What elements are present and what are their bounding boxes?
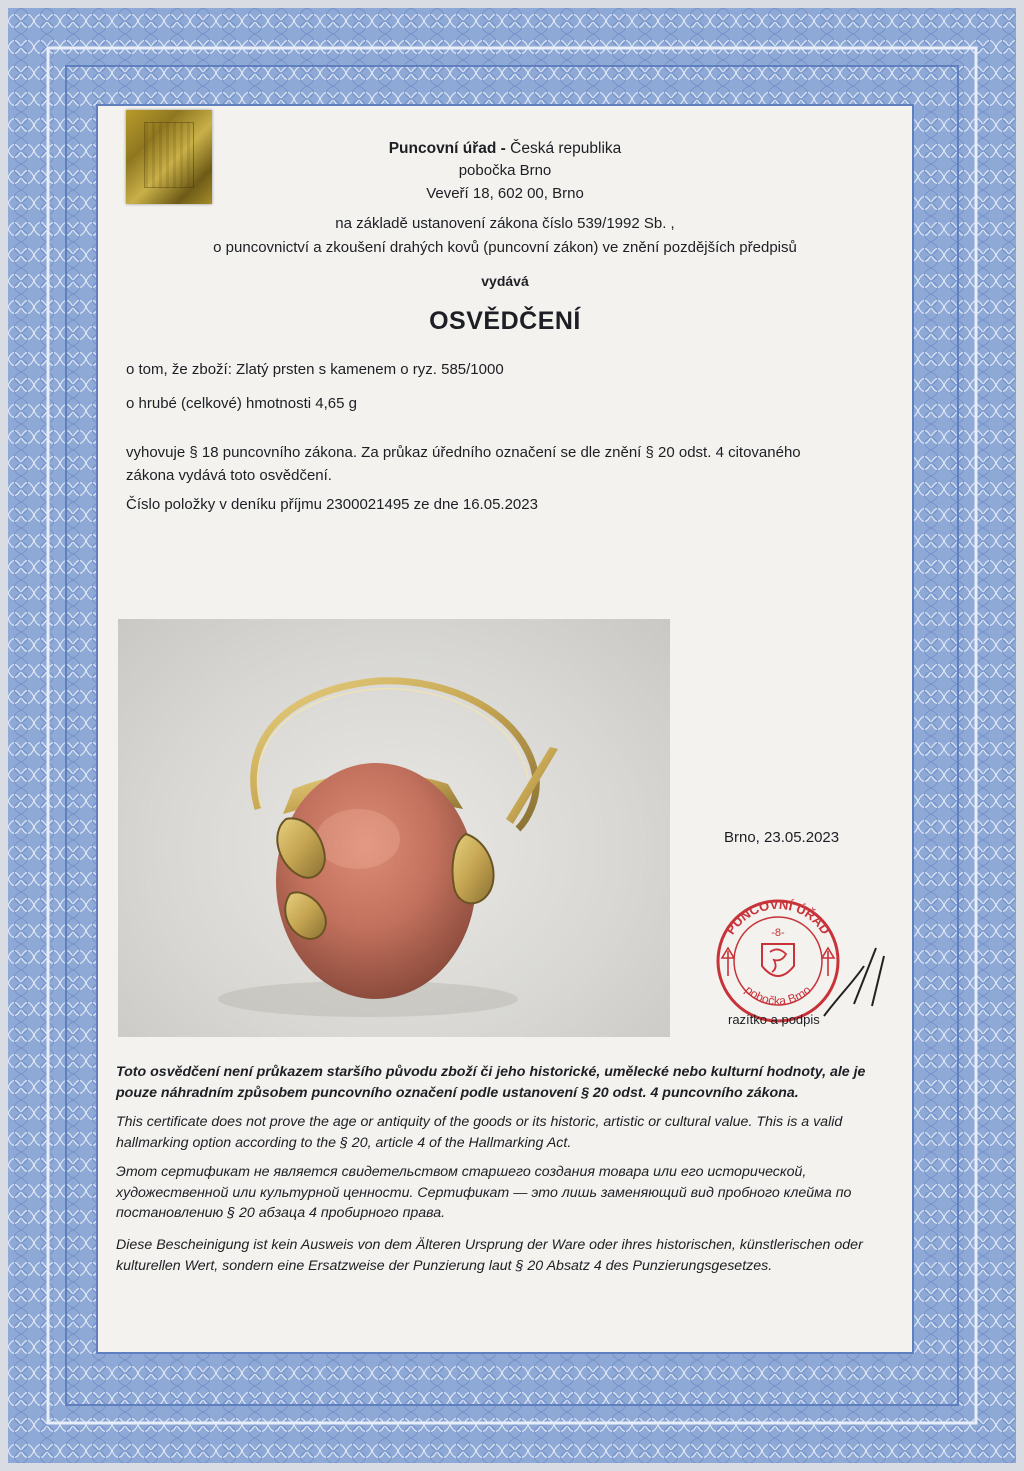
ring-photo bbox=[118, 619, 670, 1037]
note-english: This certificate does not prove the age or antiquity of the goods or its historic, artistic or cultural value. This is a valid hallmarking option according to the § 20, article 4 of the Hallmarking Act. bbox=[116, 1114, 843, 1151]
note-russian: Этот сертификат не является свидетельством старшего создания товара или его исторической, художественной или культурной ценности. Сертификат — это лишь заменяющий вид пробного клейма по постановлению § 20 абзаца 4 пробирного права. bbox=[116, 1164, 852, 1221]
note-czech: Toto osvědčení není průkazem staršího původu zboží či jeho historické, umělecké nebo kulturní hodnoty, ale je pouze náhradním způsobem puncovního označení podle ustanovení § 20 odst. 4 puncovního zákona. bbox=[116, 1064, 866, 1101]
goods-description: o tom, že zboží: Zlatý prsten s kamenem o ryz. 585/1000 bbox=[126, 361, 504, 378]
hallmark-right-icon bbox=[822, 948, 834, 976]
lion-icon bbox=[770, 949, 786, 972]
record-number: Číslo položky v deníku příjmu 2300021495 ze dne 16.05.2023 bbox=[126, 496, 538, 513]
issuer-address: Veveří 18, 602 00, Brno bbox=[426, 185, 584, 202]
office-stamp bbox=[704, 896, 894, 1031]
stamp-top-text: PUNCOVNÍ ÚŘAD bbox=[722, 896, 834, 938]
ring-image bbox=[118, 619, 670, 1037]
stamp-number: -8- bbox=[771, 927, 785, 939]
goods-weight: o hrubé (celkové) hmotnosti 4,65 g bbox=[126, 395, 357, 412]
hallmark-left-icon bbox=[722, 948, 734, 976]
compliance-statement: vyhovuje § 18 puncovního zákona. Za průkaz úředního označení se dle znění § 20 odst. 4 citovaného zákona vydává toto osvědčení. bbox=[126, 444, 801, 484]
certificate-title: OSVĚDČENÍ bbox=[429, 307, 581, 335]
issues-label: vydává bbox=[481, 273, 529, 289]
note-german: Diese Bescheinigung ist kein Ausweis von dem Älteren Ursprung der Ware oder ihres historischen, künstlerischen oder kulturellen Wert, sondern eine Ersatzweise der Punzierung laut § 20 Absatz 4 des Punzierungsgesetzes. bbox=[116, 1237, 863, 1274]
legal-basis-line1: na základě ustanovení zákona číslo 539/1992 Sb. , bbox=[335, 215, 675, 232]
issuer-name: Puncovní úřad - Česká republika bbox=[388, 140, 622, 157]
stamp-signature-label: razítko a podpis bbox=[728, 1012, 820, 1027]
stamp-seal bbox=[704, 896, 894, 1026]
issuer-branch: pobočka Brno bbox=[458, 162, 552, 179]
legal-basis-line2: o puncovnictví a zkoušení drahých kovů (puncovní zákon) ve znění pozdějších předpisů bbox=[213, 239, 797, 256]
place-date: Brno, 23.05.2023 bbox=[724, 829, 840, 846]
stamp-bottom-text: pobočka Brno bbox=[742, 982, 814, 1008]
